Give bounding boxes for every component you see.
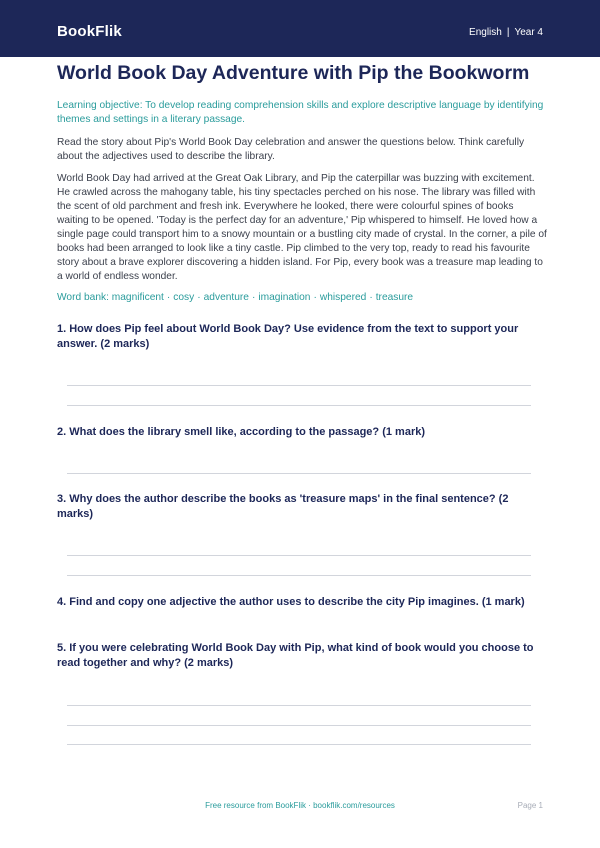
question-3: 3. Why does the author describe the books as 'treasure maps' in the final sentence? (2 marks): [57, 493, 509, 520]
answer-line[interactable]: [67, 385, 531, 386]
subject-year-label: [469, 27, 543, 38]
word-bank-separator: ·: [166, 292, 171, 303]
question-1: 1. How does Pip feel about World Book Day? Use evidence from the text to support your answer. (2 marks): [57, 323, 519, 350]
word-bank-word: imagination: [258, 292, 311, 303]
word-bank-word: magnificent: [111, 292, 164, 303]
learning-objective: Learning objective: To develop reading comprehension skills and explore descriptive language by identifying themes and settings in a literary passage.: [57, 100, 544, 125]
answer-line[interactable]: [67, 405, 531, 406]
question-2: 2. What does the library smell like, according to the passage? (1 mark): [57, 426, 426, 438]
word-bank-word: whispered: [319, 292, 367, 303]
word-bank-word: treasure: [375, 292, 414, 303]
word-bank-separator: ·: [369, 292, 373, 303]
word-bank-separator: ·: [313, 292, 317, 303]
answer-line[interactable]: [67, 575, 531, 576]
subject-separator: |: [506, 27, 510, 38]
question-4: 4. Find and copy one adjective the author uses to describe the city Pip imagines. (1 mark): [57, 596, 525, 608]
answer-line[interactable]: [67, 725, 531, 726]
answer-line[interactable]: [67, 555, 531, 556]
year-label: Year 4: [514, 27, 543, 38]
page-title: World Book Day Adventure with Pip the Bookworm: [57, 62, 530, 84]
question-5: 5. If you were celebrating World Book Day with Pip, what kind of book would you choose to read together and why? (2 marks): [57, 642, 534, 669]
word-bank: [57, 291, 547, 305]
answer-line[interactable]: [67, 473, 531, 474]
page-number: Page 1: [517, 801, 543, 810]
word-bank-separator: ·: [197, 292, 201, 303]
answer-line[interactable]: [67, 705, 531, 706]
story-passage: World Book Day had arrived at the Great Oak Library, and Pip the caterpillar was buzzing with excitement. He crawled across the mahogany table, his tiny spectacles perched on his nose. The library was filled with the scent of old parchment and fresh ink. Everywhere he looked, there were colourful spines of books waiting to be opened. 'Today is the perfect day for an adventure,' Pip whispered to himself. He loved how a single page could transport him to a snowy mountain or a bustling city made of crystal. In the corner, a pile of books had been arranged to look like a tiny castle. Pip climbed to the very top, ready to read his favourite story about a brave explorer discovering a hidden island. For Pip, every book was a treasure map leading to a world of endless wonder.: [57, 173, 547, 282]
word-bank-word: cosy: [173, 292, 195, 303]
page-header: [0, 0, 600, 57]
footer-credit[interactable]: Free resource from BookFlik · bookflik.com/resources: [205, 801, 395, 810]
word-bank-label: Word bank:: [57, 292, 109, 303]
subject-label: English: [469, 27, 502, 38]
answer-line[interactable]: [67, 744, 531, 745]
instructions-paragraph: Read the story about Pip's World Book Day celebration and answer the questions below. Think carefully about the adjectives used to describe the library.: [57, 137, 525, 162]
brand-logo-text[interactable]: BookFlik: [57, 23, 122, 40]
word-bank-separator: ·: [251, 292, 256, 303]
word-bank-word: adventure: [203, 292, 249, 303]
